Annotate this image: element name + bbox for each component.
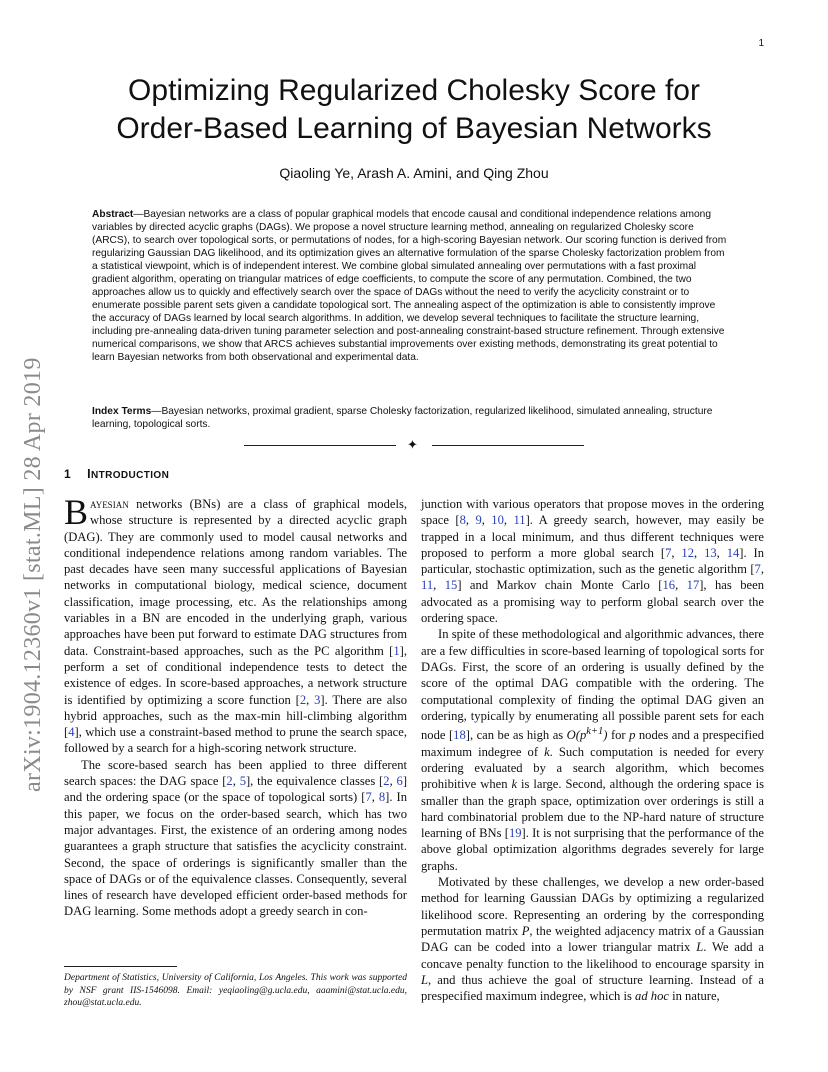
arxiv-identifier-stamp: arXiv:1904.12360v1 [stat.ML] 28 Apr 2019 (20, 357, 46, 792)
citation-link[interactable]: 2 (226, 774, 233, 789)
text-run: networks (BNs) are a class of graphical models, whose structure is represented by a directed acyclic graph (DAG). They are commonly used to model causal networks and conditional independence relations among random variables. The past decades have seen many successful applications of Bayesian networks in computational biology, medical science, document classification, image processing, etc. As the relationships among variables in a BN are encoded in the underlying graph, various approaches have been put forward to estimate DAG structures from data. Constraint-based approaches, such as the PC algorithm [ (64, 497, 407, 658)
citation-link[interactable]: 12 (681, 545, 695, 560)
title-line-1: Optimizing Regularized Cholesky Score for (128, 74, 700, 107)
text-run: for (607, 728, 630, 743)
citation-link[interactable]: 15 (444, 578, 458, 593)
citation-link[interactable]: 11 (421, 578, 434, 593)
citation-link[interactable]: 3 (314, 692, 321, 707)
text-run: ]. There are also hybrid approaches, such as the max-min hill-climbing algorithm [ (64, 692, 408, 740)
citation-link[interactable]: 2 (299, 692, 307, 707)
citation-link[interactable]: 9 (475, 513, 482, 528)
text-run: In spite of these methodological and algorithmic advances, there are a few difficulties in score-based learning of topological sorts for DAGs. First, the score of an ordering is usually defined by the score of the optimal DAG compatible with the ordering. The computational complexity of finding the optimal DAG given an ordering, typically by enumerating all possible parent sets for each node [ (421, 627, 764, 743)
math-superscript: k+1 (586, 726, 604, 738)
body-column-right (421, 496, 764, 1004)
citation-link[interactable]: 11 (513, 513, 526, 528)
text-run: , (716, 545, 727, 560)
citation-link[interactable]: 19 (508, 826, 522, 841)
footnote-rule (64, 966, 177, 967)
drop-cap: B (64, 492, 89, 532)
text-run: , the weighted adjacency matrix of a Gaussian DAG can be coded into a lower triangular matrix (421, 923, 765, 955)
text-run: ]. It is not surprising that the performance of the above global optimization algorithms degrades severely for large graphs. (421, 826, 764, 873)
text-run: , (760, 562, 764, 577)
text-run: , (465, 513, 476, 528)
text-run: ]. A greedy search, however, may easily be trapped in a local minimum, and thus different techniques were proposed to perform a more global search [ (421, 513, 765, 560)
abstract (92, 208, 732, 364)
emphasis: ad hoc (635, 989, 669, 1004)
abstract-label: Abstract (92, 209, 134, 220)
section-title-rest: NTRODUCTION (90, 470, 170, 481)
text-run: , (675, 578, 687, 593)
section-number: 1 (64, 467, 72, 481)
text-run: . We add a concave penalty function to the likelihood to encourage sparsity in (421, 940, 764, 971)
citation-link[interactable]: 14 (726, 545, 740, 560)
text-run: ], which use a constraint-based method to prune the search space, followed by a search for a high-scoring network structure. (64, 725, 407, 756)
lead-word: ayesian (90, 497, 129, 511)
text-run: is large. Second, although the ordering space is smaller than the graph space, optimization over orderings is still a hard combinatorial problem due to the NP-hard nature of structure learning of BNs [ (421, 777, 765, 841)
citation-link[interactable]: 1 (393, 643, 400, 658)
text-run: , (389, 774, 397, 789)
text-run: , (503, 513, 514, 528)
divider-line-right (432, 445, 584, 446)
text-run: , (306, 692, 315, 707)
citation-link[interactable]: 7 (665, 545, 672, 560)
math-symbol: P (521, 923, 530, 938)
text-run: ], the equivalence classes [ (245, 774, 384, 789)
text-run: , and thus achieve the goal of structure learning. Instead of a prespecified maximum indegree, which is (421, 972, 764, 1004)
math-text: ) (603, 728, 608, 743)
text-run: ] and Markov chain Monte Carlo [ (457, 578, 663, 593)
citation-link[interactable]: 5 (239, 774, 246, 789)
text-run: , (671, 545, 682, 560)
text-run: junction with various operators that propose moves in the ordering space [ (421, 497, 764, 528)
citation-link[interactable]: 8 (378, 790, 386, 805)
text-run: in nature, (668, 989, 720, 1004)
paragraph (421, 626, 764, 874)
divider-line-left (244, 445, 396, 446)
citation-link[interactable]: 13 (704, 545, 717, 560)
paragraph (421, 874, 764, 1004)
body-column-left (64, 492, 408, 920)
text-run: ], can be as high as (465, 728, 567, 743)
paragraph (64, 492, 408, 757)
text-run: , (433, 578, 445, 593)
paragraph (421, 496, 764, 626)
divider-diamond-icon: ✦ (407, 437, 418, 452)
index-terms (92, 405, 732, 431)
text-run: , (371, 790, 379, 805)
section-divider (244, 438, 584, 452)
math-symbol: L (696, 940, 704, 955)
section-heading-introduction (64, 467, 169, 481)
text-run: Motivated by these challenges, we develop a new order-based method for learning Gaussian DAGs by optimizing a regularized likelihood score. Representing an ordering by the corresponding permutation matrix (421, 875, 764, 938)
text-run: ] and the ordering space (or the space of topological sorts) [ (64, 774, 408, 805)
author-list: Qiaoling Ye, Arash A. Amini, and Qing Zhou (279, 165, 549, 181)
math-symbol: k (511, 777, 518, 792)
citation-link[interactable]: 10 (491, 513, 504, 528)
text-run: , (694, 545, 705, 560)
text-run: . Such computation is needed for every ordering evaluated by a search algorithm, which becomes prohibitive when (421, 744, 764, 792)
abstract-text: —Bayesian networks are a class of popular graphical models that encode causal and conditional independence relations among variables by directed acyclic graphs (DAGs). We propose a novel structure learning method, annealing on regularized Cholesky score (ARCS), to search over topological sorts, or permutations of nodes, for a high-scoring Bayesian network. Our scoring function is derived from regularizing Gaussian DAG likelihood, and its optimization gives an alternative formulation of the sparse Cholesky factorization problem from a statistical viewpoint, which is of independent interest. We combine global simulated annealing over permutations with a fast proximal gradient algorithm, operating on triangular matrices of edge coefficients, to compute the score of any permutation. Combined, the two approaches allow us to quickly and effectively search over the space of DAGs without the need to verify the acyclicity constraint or to enumerate possible parent sets given a candidate topological sort. The annealing aspect of the optimization is able to consistently improve the accuracy of DAGs learned by local search algorithms. In addition, we develop several techniques to facilitate the structure learning, including pre-annealing data-driven tuning parameter selection and post-annealing constraint-based structure refinement. Through extensive numerical comparisons, we show that ARCS achieves substantial improvements over existing methods, demonstrating its great potential to learn Bayesian networks from both observational and experimental data. (92, 209, 727, 363)
citation-link[interactable]: 7 (754, 562, 761, 577)
math-symbol: p (629, 728, 636, 743)
index-terms-text: —Bayesian networks, proximal gradient, sparse Cholesky factorization, regularized likelihood, simulated annealing, structure learning, topological sorts. (92, 406, 713, 430)
page-number: 1 (758, 38, 764, 49)
citation-link[interactable]: 16 (662, 578, 676, 593)
footnote: Department of Statistics, University of California, Los Angeles. This work was supported by NSF grant IIS-1546098. Email: yeqiaoling@g.ucla.edu, aaamini@stat.ucla.edu, zhou@stat.ucla.edu. (64, 973, 407, 1008)
citation-link[interactable]: 17 (686, 578, 700, 593)
text-run: , (481, 513, 492, 528)
math-symbol: L (421, 972, 429, 987)
text-run: , (232, 774, 240, 789)
paragraph (64, 757, 407, 920)
math-text: O(p (566, 728, 587, 743)
citation-link[interactable]: 18 (453, 728, 466, 743)
section-title-initial: I (87, 467, 91, 481)
math-expression (567, 728, 608, 742)
text-run: ], has been advocated as a promising way to perform global search over the ordering space. (421, 578, 764, 626)
index-terms-label: Index Terms (92, 406, 152, 417)
paper-title (0, 72, 828, 148)
citation-link[interactable]: 6 (396, 774, 403, 789)
text-run: ]. In particular, stochastic optimization, such as the genetic algorithm [ (421, 545, 765, 577)
text-run: nodes and a prespecified maximum indegree of (421, 728, 764, 759)
citation-link[interactable]: 8 (459, 513, 466, 528)
text-run: ], perform a set of conditional independence tests to detect the existence of edges. In score-based approaches, a network structure is identified by optimizing a score function [ (64, 643, 407, 707)
text-run: The score-based search has been applied to three different search spaces: the DAG space [ (64, 757, 407, 789)
citation-link[interactable]: 2 (383, 774, 390, 789)
math-symbol: k (544, 744, 550, 759)
citation-link[interactable]: 4 (68, 725, 75, 740)
citation-link[interactable]: 7 (365, 790, 372, 805)
text-run: ]. In this paper, we focus on the order-based search, which has two major advantages. First, the existence of an ordering among nodes guarantees a graph structure that satisfies the acyclicity constraint. Second, the space of orderings is significantly smaller than the space of DAGs or of the equivalence classes. Consequently, several lines of research have developed efficient order-based methods for DAG learning. Some methods adopt a greedy search in con- (64, 790, 407, 919)
title-line-2: Order-Based Learning of Bayesian Networks (116, 112, 712, 145)
